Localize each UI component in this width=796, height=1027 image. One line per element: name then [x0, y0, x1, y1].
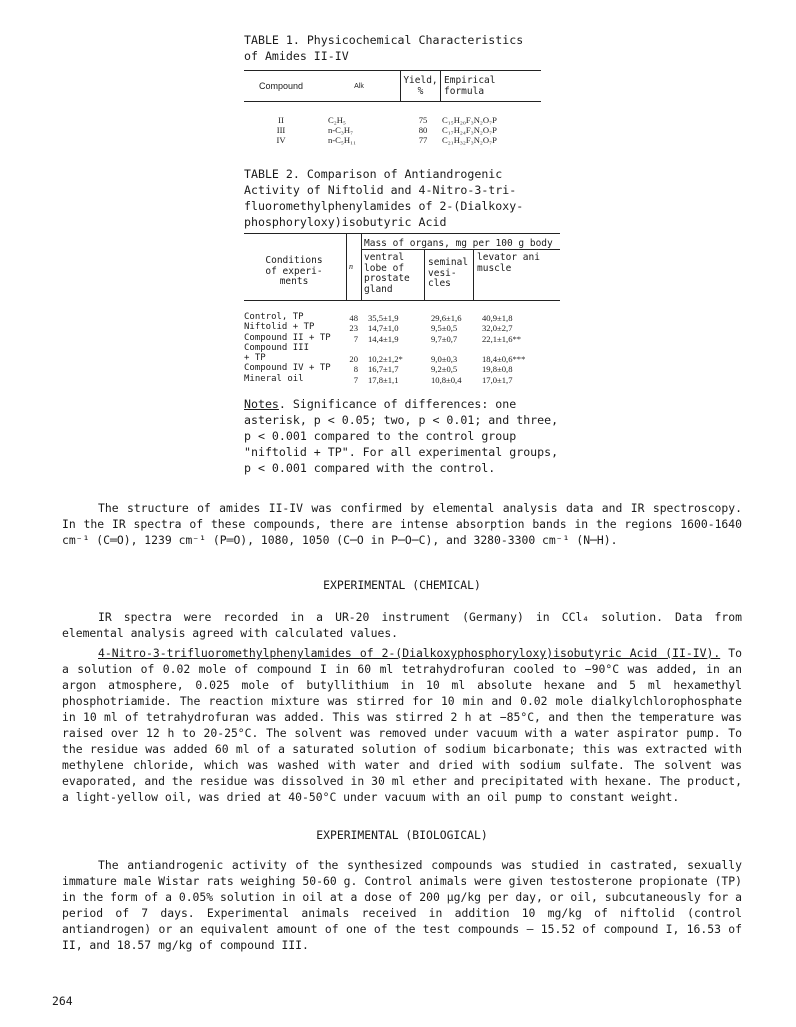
- table1-caption: TABLE 1. Physicochemical Characteristics of Amides II-IV: [244, 33, 524, 63]
- table1-body: [244, 115, 541, 145]
- seminal-cell: 9,0±0,3: [431, 354, 458, 365]
- n-cell: 8: [353, 364, 358, 375]
- ventral-cell: 14,4±1,9: [368, 333, 399, 344]
- levator-cell: 17,0±1,7: [482, 374, 513, 385]
- levator-cell: 32,0±2,7: [482, 323, 513, 334]
- alk-cell: n-C₃H₇: [328, 125, 354, 135]
- paragraph-biological: The antiandrogenic activity of the synthesized compounds was studied in castrated, sexually immature male Wistar rats weighing 50-60 g. Control animals were given testosterone propionate (TP) in the form of a 0.05% solution in oil at a dose of 200 μg/kg per day, or oil, subcutaneously for a period of 7 days. Experimental animals received in addition 10 mg/kg of niftolid (control antiandrogen) or an equivalent amount of one of the test compounds — 15.52 of compound I, 16.53 of II, and 18.57 mg/kg of compound III.: [62, 858, 742, 952]
- table2-header-n: n: [349, 262, 353, 271]
- compound-cell: IV: [276, 135, 286, 145]
- seminal-cell: 9,2±0,5: [431, 364, 458, 375]
- table-row: [244, 115, 541, 125]
- condition-cell: Control, TP: [244, 312, 304, 322]
- n-cell: 20: [349, 354, 358, 365]
- condition-cell: Mineral oil: [244, 373, 304, 384]
- paragraph-structure: The structure of amides II-IV was confirmed by elemental analysis data and IR spectroscopy. In the IR spectra of these compounds, there are intense absorption bands in the regions 1600-1640 cm⁻¹ (C═O), 1239 cm⁻¹ (P═O), 1080, 1050 (C─O in P─O─C), and 3280-3300 cm⁻¹ (N─H).: [62, 501, 742, 547]
- compound-cell: III: [276, 125, 286, 135]
- table-row: [244, 375, 560, 385]
- table2-header-levator: levator ani muscle: [477, 252, 540, 274]
- ventral-cell: 10,2±1,2*: [368, 354, 403, 365]
- table1: [244, 70, 541, 145]
- page-number: 264: [52, 994, 73, 1008]
- table2-header-seminal: seminal vesi- cles: [428, 257, 469, 289]
- table1-header-yield: Yield, %: [400, 71, 440, 101]
- synthesis-title: 4-Nitro-3-trifluoromethylphenylamides of 2-(Dialkoxyphosphoryloxy)isobutyric Acid (II-IV).: [98, 646, 721, 660]
- table2-header-mass: Mass of organs, mg per 100 g body: [364, 238, 553, 249]
- table2-header-conditions: Conditions of experi- ments: [265, 255, 323, 287]
- yield-cell: 80: [418, 125, 428, 135]
- levator-cell: 22,1±1,6**: [482, 333, 522, 344]
- ventral-cell: 35,5±1,9: [368, 313, 399, 323]
- seminal-cell: 29,6±1,6: [431, 313, 462, 323]
- levator-cell: 40,9±1,8: [482, 313, 513, 323]
- ventral-cell: 14,7±1,0: [368, 323, 399, 334]
- n-cell: 7: [353, 333, 358, 344]
- heading-chemical: EXPERIMENTAL (CHEMICAL): [323, 578, 481, 592]
- condition-cell: Niftolid + TP: [244, 322, 315, 333]
- table1-header-alk: Alk: [354, 82, 364, 90]
- column-divider: [424, 249, 425, 300]
- table2-header-ventral: ventral lobe of prostate gland: [364, 252, 410, 295]
- n-cell: 7: [353, 374, 358, 385]
- column-divider: [361, 234, 362, 300]
- yield-cell: 75: [418, 115, 428, 125]
- table-row: [244, 125, 541, 135]
- formula-cell: C₁₅H₂₀F₃N₂O₇P: [442, 115, 497, 125]
- paragraph-ir: IR spectra were recorded in a UR-20 instrument (Germany) in CCl₄ solution. Data from elemental analysis agreed with calculated values.: [62, 610, 742, 640]
- condition-cell: Compound III + TP: [244, 343, 310, 363]
- compound-cell: II: [278, 115, 284, 125]
- column-divider: [473, 249, 474, 300]
- ventral-cell: 16,7±1,7: [368, 364, 399, 375]
- yield-cell: 77: [418, 135, 428, 145]
- condition-cell: Compound II + TP: [244, 332, 331, 343]
- alk-cell: n-C₅H₁₁: [328, 135, 357, 145]
- notes-label: Notes: [244, 397, 279, 411]
- table-row: [244, 364, 560, 374]
- synthesis-text: To a solution of 0.02 mole of compound I in 60 ml tetrahydrofuran cooled to −90°C was added, in an argon atmosphere, 0.025 mole of butyllithium in 10 ml absolute hexane and 5 ml hexamethyl phosphotriamide. The reaction mixture was stirred for 10 min and 0.02 mole dialkylchlorophosphate in 10 ml of tetrahydrofuran was added. This was stirred 2 h at −85°C, and then the temperature was raised over 12 h to 20-25°C. The solvent was removed under vacuum with a water aspirator pump. To the residue was added 60 ml of a saturated solution of sodium bicarbonate; this was extracted with methylene chloride, which was washed with water and dried with sodium sulfate. The solvent was evaporated, and the residue was dissolved in 30 ml ether and precipitated with hexane. The product, a light-yellow oil, was dried at 40-50°C under vacuum with an oil pump to constant weight.: [62, 646, 742, 804]
- table-row: [244, 344, 560, 364]
- notes-text: . Significance of differences: one asterisk, p < 0.05; two, p < 0.01; and three, p < 0.001 compared to the control group "niftolid + TP". For all experimental groups, p < 0.001 compared with the control.: [244, 397, 559, 475]
- formula-cell: C₁₇H₂₄F₃N₂O₇P: [442, 125, 497, 135]
- table1-header-row: [244, 70, 541, 102]
- condition-cell: Compound IV + TP: [244, 363, 331, 374]
- ventral-cell: 17,8±1,1: [368, 374, 399, 385]
- table2: [244, 233, 560, 385]
- seminal-cell: 10,8±0,4: [431, 374, 462, 385]
- levator-cell: 19,8±0,8: [482, 364, 513, 375]
- header-rule: [362, 249, 560, 250]
- n-cell: 23: [349, 323, 358, 334]
- table2-header: [244, 233, 560, 301]
- alk-cell: C₂H₅: [328, 115, 346, 125]
- table2-notes: [244, 396, 564, 476]
- table1-header-formula: Empirical formula: [440, 71, 541, 101]
- table2-body: [244, 313, 560, 385]
- n-cell: 48: [349, 313, 358, 323]
- levator-cell: 18,4±0,6***: [482, 354, 526, 365]
- table2-caption: TABLE 2. Comparison of Antiandrogenic Activity of Niftolid and 4-Nitro-3-tri- fluoromethylphenylamides of 2-(Dialkoxy- phosphoryloxy)isobutyric Acid: [244, 167, 524, 229]
- heading-biological: EXPERIMENTAL (BIOLOGICAL): [316, 828, 488, 842]
- seminal-cell: 9,5±0,5: [431, 323, 458, 334]
- seminal-cell: 9,7±0,7: [431, 333, 458, 344]
- table1-header-compound: Compound: [258, 81, 304, 91]
- table-row: [244, 135, 541, 145]
- paragraph-synthesis: [62, 645, 742, 805]
- formula-cell: C₂₁H₃₂F₃N₂O₇P: [442, 135, 497, 145]
